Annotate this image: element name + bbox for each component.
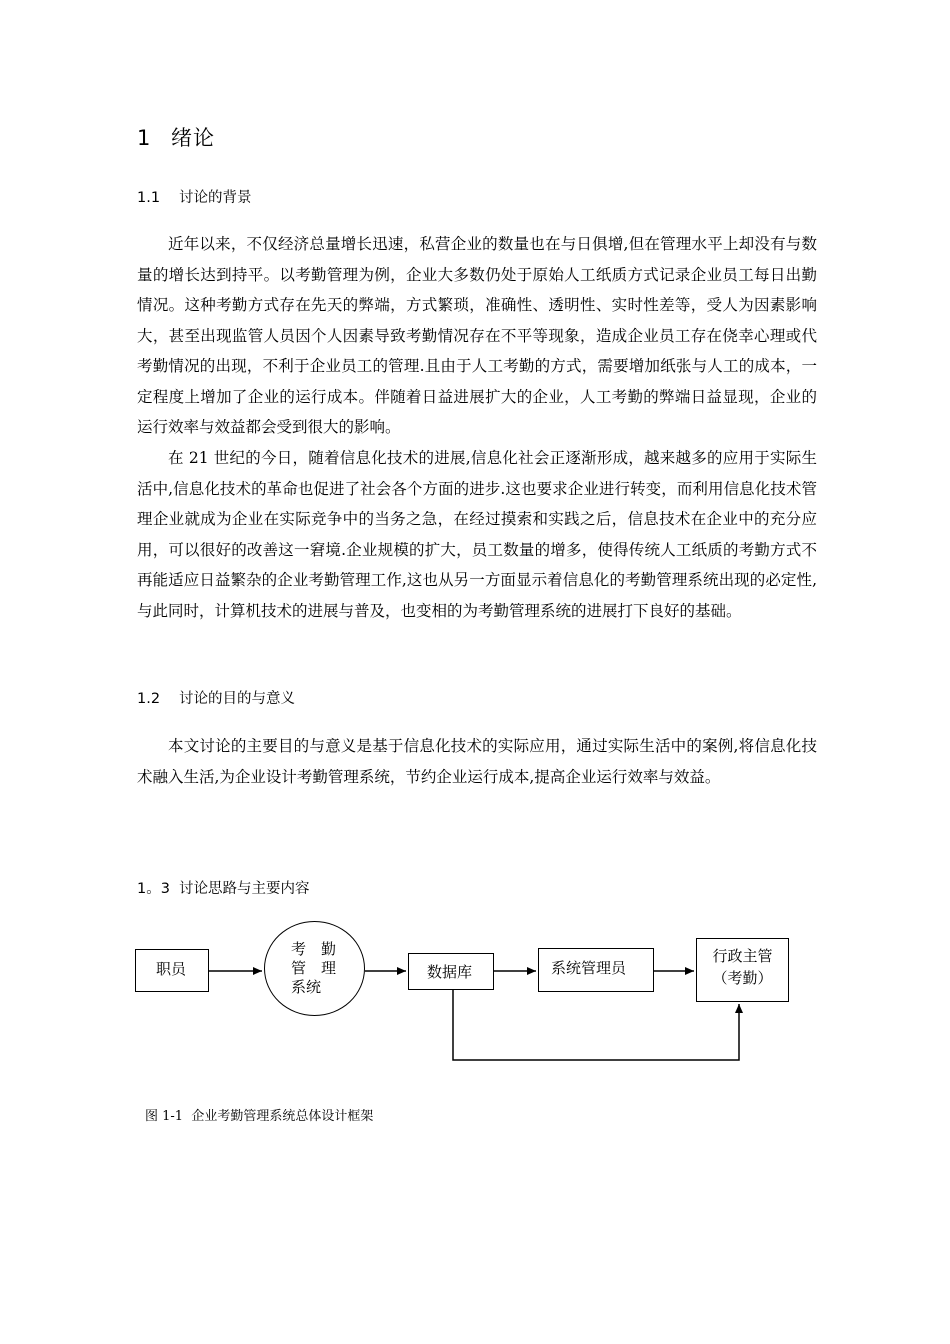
flow-diagram	[120, 918, 820, 1068]
paragraph: 本文讨论的主要目的与意义是基于信息化技术的实际应用，通过实际生活中的案例,将信息化技术融入生活,为企业设计考勤管理系统，节约企业运行成本,提高企业运行效率与效益。	[137, 737, 817, 786]
node-label-line: 管 理	[291, 959, 337, 977]
section-number: 1.2	[137, 691, 161, 707]
node-label-line: 系统	[291, 978, 322, 996]
node-staff	[135, 949, 209, 992]
chapter-heading	[137, 122, 215, 152]
node-label-line: 行政主管	[712, 947, 773, 965]
figure-caption	[145, 1105, 373, 1124]
node-label: 系统管理员	[551, 959, 627, 977]
paragraph: 在 21 世纪的今日，随着信息化技术的进展,信息化社会正逐渐形成，越来越多的应用于实际生活中,信息化技术的革命也促进了社会各个方面的进步.这也要求企业进行转变，而利用信息化技术管理企业就成为企业在实际竞争中的当务之急，在经过摸索和实践之后，信息技术在企业中的充分应用，可以很好的改善这一窘境.企业规模的扩大，员工数量的增多，使得传统人工纸质的考勤方式不再能适应日益繁杂的企业考勤管理工作,这也从另一方面显示着信息化的考勤管理系统出现的必定性,与此同时，计算机技术的进展与普及，也变相的为考勤管理系统的进展打下良好的基础。	[137, 449, 817, 620]
node-label: 职员	[156, 960, 187, 978]
node-attendance-system	[264, 921, 365, 1016]
section-title: 讨论的背景	[179, 190, 252, 206]
caption-label: 图 1-1	[145, 1109, 184, 1124]
section-number: 1。3	[137, 881, 170, 897]
section-number: 1.1	[137, 190, 161, 206]
section-title: 讨论思路与主要内容	[179, 881, 310, 897]
node-label: 数据库	[427, 963, 473, 981]
node-admin-supervisor	[696, 938, 789, 1002]
chapter-title: 绪论	[171, 126, 215, 150]
node-database	[408, 953, 494, 990]
section-heading-1-2	[137, 687, 295, 708]
section-heading-1-1	[137, 186, 252, 207]
node-sysadmin	[538, 948, 654, 992]
section-heading-1-3	[137, 877, 310, 898]
node-label-line: 考 勤	[291, 940, 337, 958]
chapter-number: 1	[137, 126, 152, 150]
caption-text: 企业考勤管理系统总体设计框架	[191, 1109, 374, 1124]
node-label-line: （考勤）	[712, 969, 773, 987]
section-title: 讨论的目的与意义	[179, 691, 295, 707]
paragraph: 近年以来，不仅经济总量增长迅速，私营企业的数量也在与日俱增,但在管理水平上却没有与数量的增长达到持平。以考勤管理为例，企业大多数仍处于原始人工纸质方式记录企业员工每日出勤情况。这种考勤方式存在先天的弊端，方式繁琐，准确性、透明性、实时性差等，受人为因素影响大，甚至出现监管人员因个人因素导致考勤情况存在不平等现象，造成企业员工存在侥幸心理或代考勤情况的出现，不利于企业员工的管理.且由于人工考勤的方式，需要增加纸张与人工的成本，一定程度上增加了企业的运行成本。伴随着日益进展扩大的企业，人工考勤的弊端日益显现，企业的运行效率与效益都会受到很大的影响。	[137, 235, 817, 436]
